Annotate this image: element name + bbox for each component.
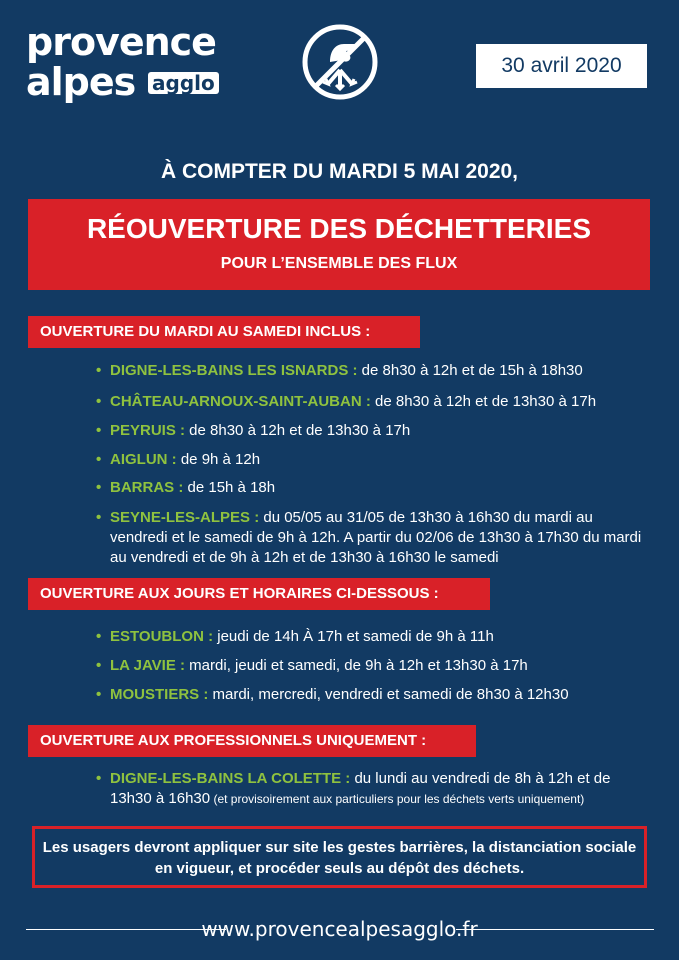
list-item [96,361,651,381]
site-name: MOUSTIERS : [110,686,209,703]
logo-line2: alpes [26,60,136,104]
no-hand-arrows-icon [300,22,380,102]
site-hours: de 8h30 à 12h et de 15h à 18h30 [357,362,583,379]
site-name: ESTOUBLON : [110,628,214,645]
bullet: • [96,686,102,703]
banner-subtitle: POUR L’ENSEMBLE DES FLUX [220,255,458,272]
site-name: AIGLUN : [110,451,177,468]
site-hours: de 8h30 à 12h et de 13h30 à 17h [185,422,411,439]
list-item [96,656,651,676]
banner-title: RÉOUVERTURE DES DÉCHETTERIES [86,213,592,244]
list-item [96,769,651,809]
site-hours: du lundi au vendredi de 8h à 12h et de 13h30 à 16h30 [110,770,611,807]
bullet: • [96,657,102,674]
site-hours: de 15h à 18h [183,479,276,496]
site-hours: mardi, jeudi et samedi, de 9h à 12h et 13h30 à 17h [185,657,528,674]
site-name: BARRAS : [110,479,184,496]
site-note: (et provisoirement aux particuliers pour les déchets verts uniquement) [210,792,585,806]
site-hours: du 05/05 au 31/05 de 13h30 à 16h30 du mardi au vendredi et le samedi de 9h à 12h. A partir du 02/06 de 13h30 à 17h30 du mardi au vendredi et de 9h à 12h et de 13h30 à 16h30 le samedi [110,509,642,566]
site-name: CHÂTEAU-ARNOUX-SAINT-AUBAN : [110,393,371,410]
bullet: • [96,422,102,439]
list-item [96,392,651,412]
bullet: • [96,479,102,496]
main-banner [28,199,650,290]
bullet: • [96,362,102,379]
section-tuesday-saturday-header: OUVERTURE DU MARDI AU SAMEDI INCLUS : [28,316,420,348]
list-item [96,478,651,498]
date-box: 30 avril 2020 [476,44,647,88]
site-hours: mardi, mercredi, vendredi et samedi de 8h30 à 12h30 [208,686,569,703]
logo-line1: provence [26,20,216,64]
safety-notice: Les usagers devront appliquer sur site les gestes barrières, la distanciation sociale en vigueur, et procéder seuls au dépôt des déchets. [32,826,647,888]
list-item [96,685,651,705]
site-name: SEYNE-LES-ALPES : [110,509,260,526]
list-item [96,450,651,470]
bullet: • [96,628,102,645]
site-name: DIGNE-LES-BAINS LA COLETTE : [110,770,351,787]
site-name: DIGNE-LES-BAINS LES ISNARDS : [110,362,358,379]
site-name: PEYRUIS : [110,422,186,439]
list-item [96,627,651,647]
site-hours: de 9h à 12h [176,451,261,468]
site-name: LA JAVIE : [110,657,186,674]
bullet: • [96,393,102,410]
bullet: • [96,770,102,787]
bullet: • [96,509,102,526]
section-specific-days-header: OUVERTURE AUX JOURS ET HORAIRES CI-DESSOUS : [28,578,490,610]
headline: À COMPTER DU MARDI 5 MAI 2020, [160,160,519,183]
logo-agglo: agglo [148,72,219,94]
provence-alpes-agglo-logo [26,22,236,114]
site-hours: de 8h30 à 12h et de 13h30 à 17h [370,393,597,410]
site-hours: jeudi de 14h À 17h et samedi de 9h à 11h [213,628,494,645]
list-item [96,421,651,441]
bullet: • [96,451,102,468]
list-item [96,508,651,568]
footer [0,917,679,941]
website-link[interactable]: www.provencealpesagglo.fr [201,917,478,941]
section-professionals-header: OUVERTURE AUX PROFESSIONNELS UNIQUEMENT : [28,725,476,757]
